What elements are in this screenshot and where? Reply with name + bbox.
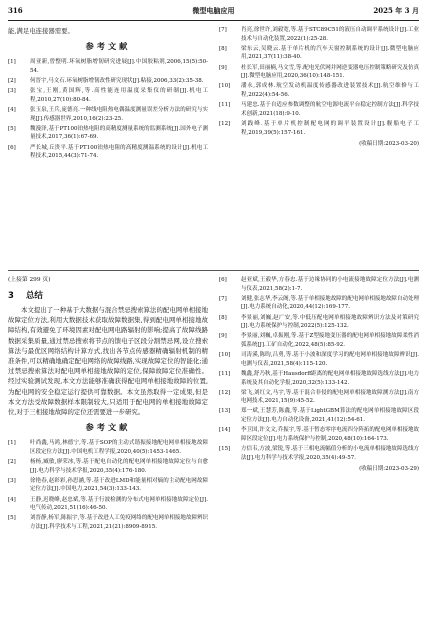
conclusion-paragraph: 本文提出了一种基于大数据与混合禁忌搜索算法的配电网单相接地故障定位方法,利用大数据技术获取故障数据集,得到配电网单相接地故障结构,有效避免了环境因素对配电网电路辐射的影响;提高了故障线路数据采集质量,通过禁忌搜索将节点的馈电子区段分割禁忌网,设立搜索算法与最优区网络结构计算方式,找出各节点传感器精确辐射机制的精准条件,可以精确地确定配电网络的故障线路,实现故障定位的智能化;通过禁忌搜索算法对配电网单相接地故障的定位,保障故障定位准确性。经过实验测试发现,本文方法能够准确获得配电网单相接地故障的位置,为配电网的安全稳定运行提供可靠数据。本文虽然取得一定成果,但是本文方法受故障数据样本限制较大,只适用于配电网的单相接地故障定位,对于三相接地故障的定位还需要进一步研究。 xyxy=(8,306,208,417)
reference-item xyxy=(219,120,419,137)
reference-item xyxy=(8,458,208,475)
reference-text: 王静,迟晓峰,赵忠斌,等.基于行波检测的分布式电网单相接地故障定位[J].电气传动,2021,51(16):46-50. xyxy=(30,496,208,512)
reference-item xyxy=(8,106,208,123)
reference-item xyxy=(219,389,419,406)
reference-number: [15] xyxy=(219,446,231,453)
reference-text: 魏漫泽,基于PT100铂热电阻的高精度测量系统的监测系统[J].国外电子测量技术,2017,36(1):67-69. xyxy=(30,125,208,141)
reference-number: [7] xyxy=(219,27,227,33)
reference-text: 叶尚鑫,马鸿,林德宁,等.基于SOP的主动式谐振接地配电网单相接地故障区段定位方法[J].中国电机工程学报,2020,40(5):1453-1465. xyxy=(30,440,208,455)
reference-text: 徐艳春,赵彩彩,孙思涵,等.基于改进LMD和能量相对熵的主动配电网故障定位方法[J].中国电力,2021,54(3):133-143. xyxy=(30,477,208,493)
reference-text: 赵亚斌,王毅华,方春忠.基于边缘协同的小电流接地故障定位方法[J].电测与仪表,2021,58(2):1-7. xyxy=(241,277,419,292)
reference-text: 刘健,张志华,李云阁,等.基于单相接地故障的配电网单相接地故障自动处理[J].电力系统自动化,2020,44(12):169-177. xyxy=(241,295,419,311)
intro-text: 能,满足电连接器需要。 xyxy=(8,27,74,35)
reference-item xyxy=(219,445,419,462)
reference-number: [4] xyxy=(8,496,16,503)
reference-number: [10] xyxy=(219,83,231,90)
page-header xyxy=(8,6,419,18)
reference-item xyxy=(8,77,208,86)
references-heading: 参考文献 xyxy=(85,41,131,52)
received-date: (收稿日期:2023-03-29) xyxy=(359,465,419,472)
references-heading: 参考文献 xyxy=(85,422,131,433)
issue-date: 2025 年 3 月 xyxy=(373,6,419,15)
reference-text: 杨杨,臧敏,廖荣冰,等.基于配电自动化的配电网单相接地故障定位与自愈[J].电力科学与技术学报,2020,35(4):176-180. xyxy=(30,459,208,474)
page-number: 316 xyxy=(8,6,23,15)
reference-text: 郑一斌,王慧芳,陈鑫,等.基于LightGBM算法的配电网单相接地故障区段定位方法[J].电力自动化设备,2021,41(12):54-61. xyxy=(241,408,419,424)
reference-text: 李景丽,刘巍,卓振刚,等.基于Z型接地变压器的配电网单相接地故障柔性消弧系统[J].工矿自动化,2022,48(5):85-92. xyxy=(241,333,419,348)
reference-item xyxy=(219,101,419,118)
header-rule xyxy=(8,20,419,21)
reference-item xyxy=(219,407,419,424)
reference-number: [11] xyxy=(219,102,231,109)
reference-item xyxy=(8,58,208,75)
top-right-column xyxy=(219,26,419,147)
reference-text: 李景丽,刘巍,赵广安,等.中低压配电网单相接地故障辨识方法及对策研究[J].电力系统保护与控制,2022(5):125-132. xyxy=(241,314,419,330)
reference-number: [6] xyxy=(8,144,16,151)
reference-item xyxy=(219,295,419,312)
reference-item xyxy=(219,332,419,349)
reference-number: [10] xyxy=(219,352,231,359)
journal-title: 微型电脑应用 xyxy=(192,6,235,15)
reference-text: 刘践峰.基于单片机控制配电网的调平装置设计[J].舰船电子工程,2019,39(5):157-161. xyxy=(241,120,419,136)
continued-note: (上接第 299 页) xyxy=(8,277,51,283)
reference-item xyxy=(8,496,208,513)
reference-text: 张宝,王刚,黄国辉,等.高性能连用温度采集仪的研制[J].机电工程,2010,27(10):80-84. xyxy=(30,88,208,103)
reference-text: 周亚新,曾整明.坏氧树脂增韧研究进展[J].中国胶粘剂,2006,15(5):50-54. xyxy=(30,59,208,74)
reference-text: 李卫国,许文文,乔振宇,等.基于暂态零序电流四分阵拓的配电网单相接地故障区段定位[J].电力系统保护与控制,2020,48(10):164-173. xyxy=(241,427,419,442)
reference-item xyxy=(8,87,208,104)
received-date: (收稿日期:2023-03-20) xyxy=(359,140,419,147)
section-number: 3 xyxy=(8,291,14,301)
reference-item xyxy=(219,426,419,443)
reference-number: [12] xyxy=(219,120,231,127)
reference-number: [2] xyxy=(8,459,16,466)
bottom-left-column xyxy=(8,274,208,533)
reference-item xyxy=(219,351,419,368)
section-heading xyxy=(8,289,208,301)
reference-number: [13] xyxy=(219,408,231,415)
reference-number: [11] xyxy=(219,370,231,377)
reference-item xyxy=(219,82,419,99)
reference-number: [12] xyxy=(219,389,231,396)
reference-number: [9] xyxy=(219,64,227,71)
reference-item xyxy=(219,45,419,62)
reference-number: [3] xyxy=(8,88,16,95)
reference-item xyxy=(219,276,419,293)
reference-text: 潘永,郭成林.航空发动机温度传感器改进装置技术[J].航空维修与工程,2022(4):54-56. xyxy=(241,83,419,98)
reference-number: [8] xyxy=(219,314,227,321)
reference-text: 严长城,丘贵平.基于PT100铂热电阻的高精度测温系统的设计[J].机电工程技术,2015,44(3):71-74. xyxy=(30,144,208,160)
reference-list xyxy=(8,58,208,161)
reference-item xyxy=(219,64,419,81)
reference-text: 杜长军,田丽楠,马文雪,等.配电光伏网并网逆变器电压控制策略研究及仿真[J].微型电脑应用,2020,36(10):148-151. xyxy=(241,64,419,80)
section-divider xyxy=(8,270,419,271)
reference-text: 肖亮,徐世许,刘毅宽,等.基于STC89C51的液压自动调平系统设计[J].工业技术与自动化装置,2022(1):25-28. xyxy=(241,27,419,42)
reference-number: [4] xyxy=(8,106,16,113)
reference-text: 方信韦,方波,梁锐,等.基于三相电流幅值分析的小电流单相接地故障选线方法[J].电力科学与技术学报,2020,35(4):49-57. xyxy=(241,446,419,461)
reference-item xyxy=(8,477,208,494)
reference-number: [9] xyxy=(219,333,227,340)
reference-number: [6] xyxy=(219,277,227,283)
reference-text: 梁飞,刘红文,马宇,等.基于混合非侵的配电网单相接地故障测方法[J].南方电网技术,2021,15(9):45-52. xyxy=(241,389,419,405)
reference-item xyxy=(8,125,208,142)
reference-text: 梁东云,吴晓云.基于单片机的汽车天窗控制系统的设计[J].微型电脑应用,2021,37(11):38-40. xyxy=(241,45,419,61)
reference-text: 张玉泉,王兵,庞德亮.一种线电阻热电偶温度测量误差分析方法的研究与实现[J].传感器世界,2010,16(2):23-25. xyxy=(30,106,208,122)
reference-number: [1] xyxy=(8,59,16,66)
reference-item xyxy=(219,370,419,387)
bottom-right-column xyxy=(219,276,419,472)
reference-number: [14] xyxy=(219,427,231,434)
reference-list xyxy=(219,276,419,462)
reference-item xyxy=(8,514,208,531)
reference-number: [3] xyxy=(8,477,16,484)
reference-number: [5] xyxy=(8,515,16,522)
reference-text: 刘晋静,杨军,陈振宇,等.基于改进人工免疫网络的配电网单相接地故障辨识方法[J].科学技术与工程,2021,21(21):8909-8915. xyxy=(30,515,208,530)
reference-item xyxy=(219,26,419,43)
reference-number: [2] xyxy=(8,77,16,84)
reference-text: 马建忠.基于自适应参数调整的航空电源电流平台稳定控制方法[J].科学技术创新,2021(18):9-10. xyxy=(241,102,419,117)
reference-text: 何晋宇,马文石.环氧树脂增韧改性研究现状[J].粘接,2006,33(2):35-38. xyxy=(30,77,204,84)
reference-list xyxy=(219,26,419,137)
top-left-column xyxy=(8,26,208,162)
reference-number: [8] xyxy=(219,45,227,52)
section-title: 总结 xyxy=(25,291,43,301)
reference-text: 魏鑫,舒乃秋,基于Hausdorff距离的配电网单相接地故障选线方法[J].电力系统及其自动化学报,2020,32(5):133-142. xyxy=(241,370,419,386)
reference-item xyxy=(8,144,208,161)
reference-number: [7] xyxy=(219,295,227,302)
reference-number: [1] xyxy=(8,440,16,447)
reference-number: [5] xyxy=(8,125,16,132)
reference-text: 司涛溪,陈昀,吕勇,等.基于小波和深度学习的配电网单相接地故障辨识[J].电测与仪表,2021,58(4):115-120. xyxy=(241,352,419,367)
reference-item xyxy=(219,314,419,331)
reference-item xyxy=(8,439,208,456)
reference-list xyxy=(8,439,208,531)
